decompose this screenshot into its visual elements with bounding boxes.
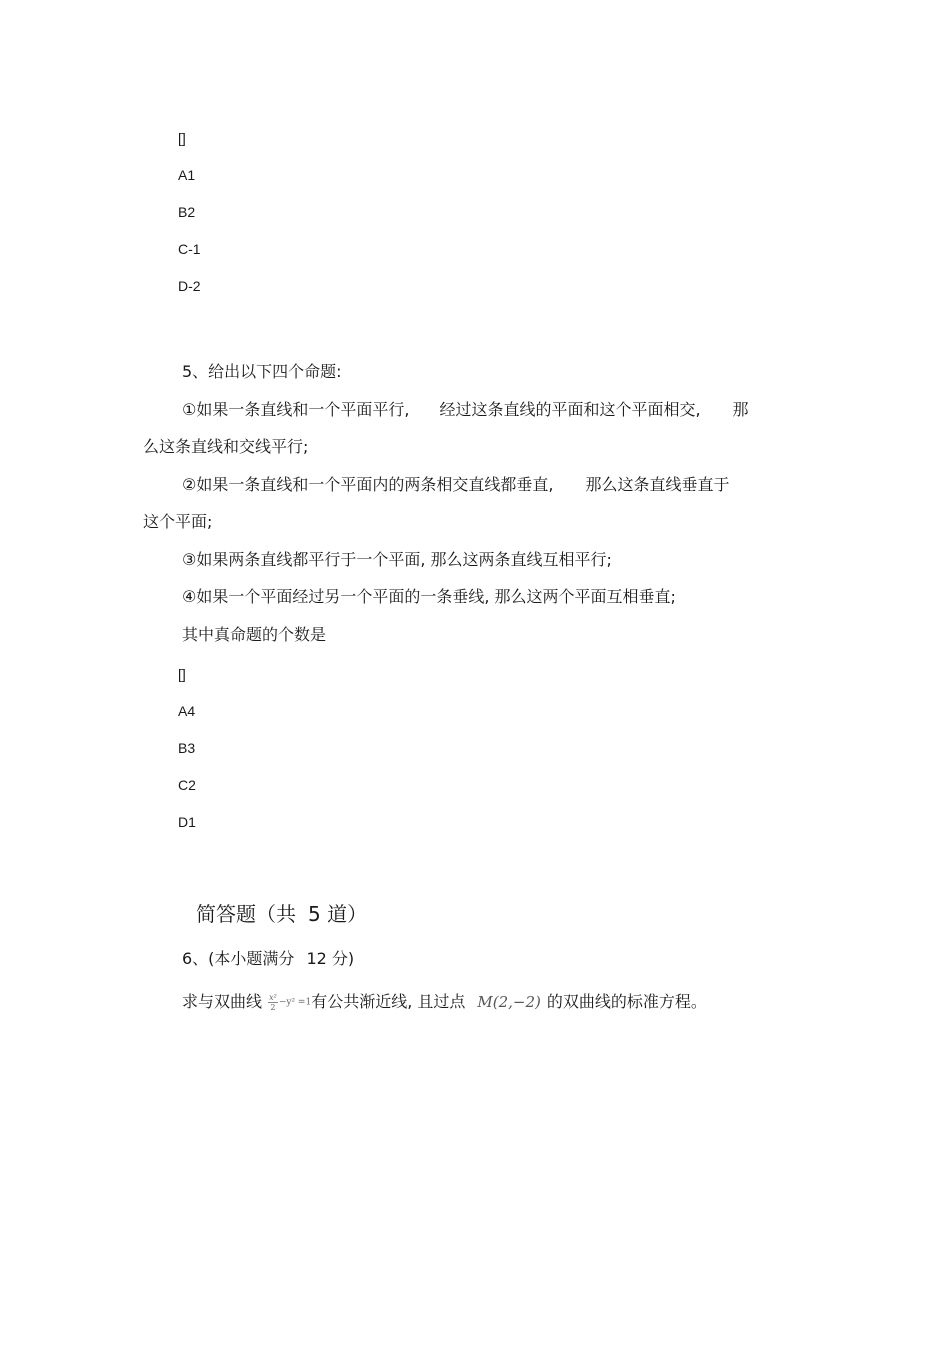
option-d: D-2 <box>178 278 201 294</box>
question-6-text-a: 求与双曲线 <box>182 992 263 1011</box>
fraction-numerator: x² <box>269 993 277 1002</box>
section-heading-part-b: 5 道） <box>308 902 368 926</box>
option-d: D1 <box>178 814 196 830</box>
proposition-1-line <box>182 400 749 420</box>
option-b: B3 <box>178 740 196 756</box>
proposition-3: ③如果两条直线都平行于一个平面, 那么这两条直线互相平行; <box>182 550 612 569</box>
proposition-4: ④如果一个平面经过另一个平面的一条垂线, 那么这两个平面互相垂直; <box>182 587 676 606</box>
section-heading <box>196 901 367 927</box>
option-b: B2 <box>178 204 196 220</box>
proposition-2-line <box>182 475 729 495</box>
answer-bracket: [] <box>178 130 186 146</box>
question-6-header <box>182 949 354 969</box>
question-6-header-part-a: 6、(本小题满分 <box>182 949 295 968</box>
proposition-2-continuation: 这个平面; <box>143 512 213 531</box>
proposition-1-part-a: ①如果一条直线和一个平面平行, <box>182 400 410 419</box>
question-5-stem: 5、给出以下四个命题: <box>182 362 342 381</box>
option-c: C-1 <box>178 241 201 257</box>
option-a: A4 <box>178 703 196 719</box>
answer-bracket: [] <box>178 666 186 682</box>
point-m: M(2,−2) <box>477 993 541 1011</box>
proposition-2-part-a: ②如果一条直线和一个平面内的两条相交直线都垂直, <box>182 475 554 494</box>
section-heading-part-a: 简答题（共 <box>196 902 296 926</box>
hyperbola-fraction <box>268 993 278 1012</box>
proposition-2-part-b: 那么这条直线垂直于 <box>585 475 730 494</box>
option-a: A1 <box>178 167 196 183</box>
hyperbola-formula-rest: −y² =1 <box>278 997 312 1008</box>
proposition-1-continuation: 么这条直线和交线平行; <box>143 437 309 456</box>
question-6-text-b: 有公共渐近线, 且过点 <box>311 992 466 1011</box>
question-6-body <box>182 992 707 1013</box>
question-6-header-part-b: 12 分) <box>306 949 355 968</box>
proposition-1-part-c: 那 <box>732 400 749 419</box>
question-6-text-c: 的双曲线的标准方程。 <box>546 992 707 1011</box>
fraction-denominator: 2 <box>270 1003 276 1012</box>
question-5-ask: 其中真命题的个数是 <box>182 625 327 644</box>
proposition-1-part-b: 经过这条直线的平面和这个平面相交, <box>439 400 701 419</box>
option-c: C2 <box>178 777 196 793</box>
